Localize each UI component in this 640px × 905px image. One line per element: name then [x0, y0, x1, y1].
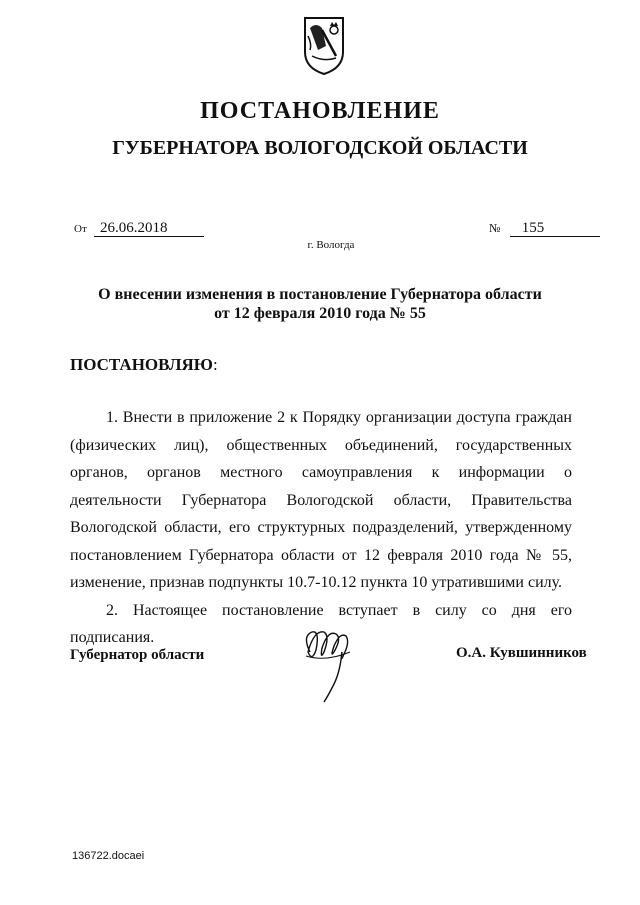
decree-heading — [70, 355, 218, 375]
document-issuer: ГУБЕРНАТОРА ВОЛОГОДСКОЙ ОБЛАСТИ — [112, 137, 528, 159]
subject-line-1: О внесении изменения в постановление Губернатора области — [98, 286, 542, 303]
decree-colon: : — [212, 355, 218, 374]
file-reference: 136722.docaei — [72, 850, 145, 862]
paragraph-2: 2. Настоящее постановление вступает в силу со дня его подписания. — [70, 601, 572, 646]
city-label: г. Вологда — [307, 239, 355, 251]
paragraph-1: 1. Внести в приложение 2 к Порядку организации доступа граждан (физических лиц), общественных объединений, государственных органов, органов местного самоуправления к информации о деятельности Губернатора Вологодской области, Правительства Вологодской области, его структурных подразделений, утвержденному постановлением Губернатора области от 12 февраля 2010 года № 55, изменение, признав подпункты 10.7-10.12 пункта 10 утратившими силу. — [70, 409, 572, 591]
signer-position: Губернатор области — [70, 647, 205, 663]
document-title: ПОСТАНОВЛЕНИЕ — [200, 98, 440, 124]
coat-of-arms-emblem — [302, 16, 346, 76]
date-line — [74, 220, 204, 237]
document-date: 26.06.2018 — [94, 220, 204, 237]
signer-name: О.А. Кувшинников — [456, 645, 587, 661]
decree-word: ПОСТАНОВЛЯЮ — [70, 355, 213, 374]
document-subject — [60, 285, 580, 323]
handwritten-signature — [300, 622, 356, 704]
document-body — [70, 404, 572, 652]
document-number: 155 — [510, 220, 600, 237]
subject-line-2: от 12 февраля 2010 года № 55 — [214, 305, 426, 322]
number-label: № — [489, 221, 501, 235]
number-line — [489, 220, 600, 237]
date-label: От — [74, 223, 87, 235]
